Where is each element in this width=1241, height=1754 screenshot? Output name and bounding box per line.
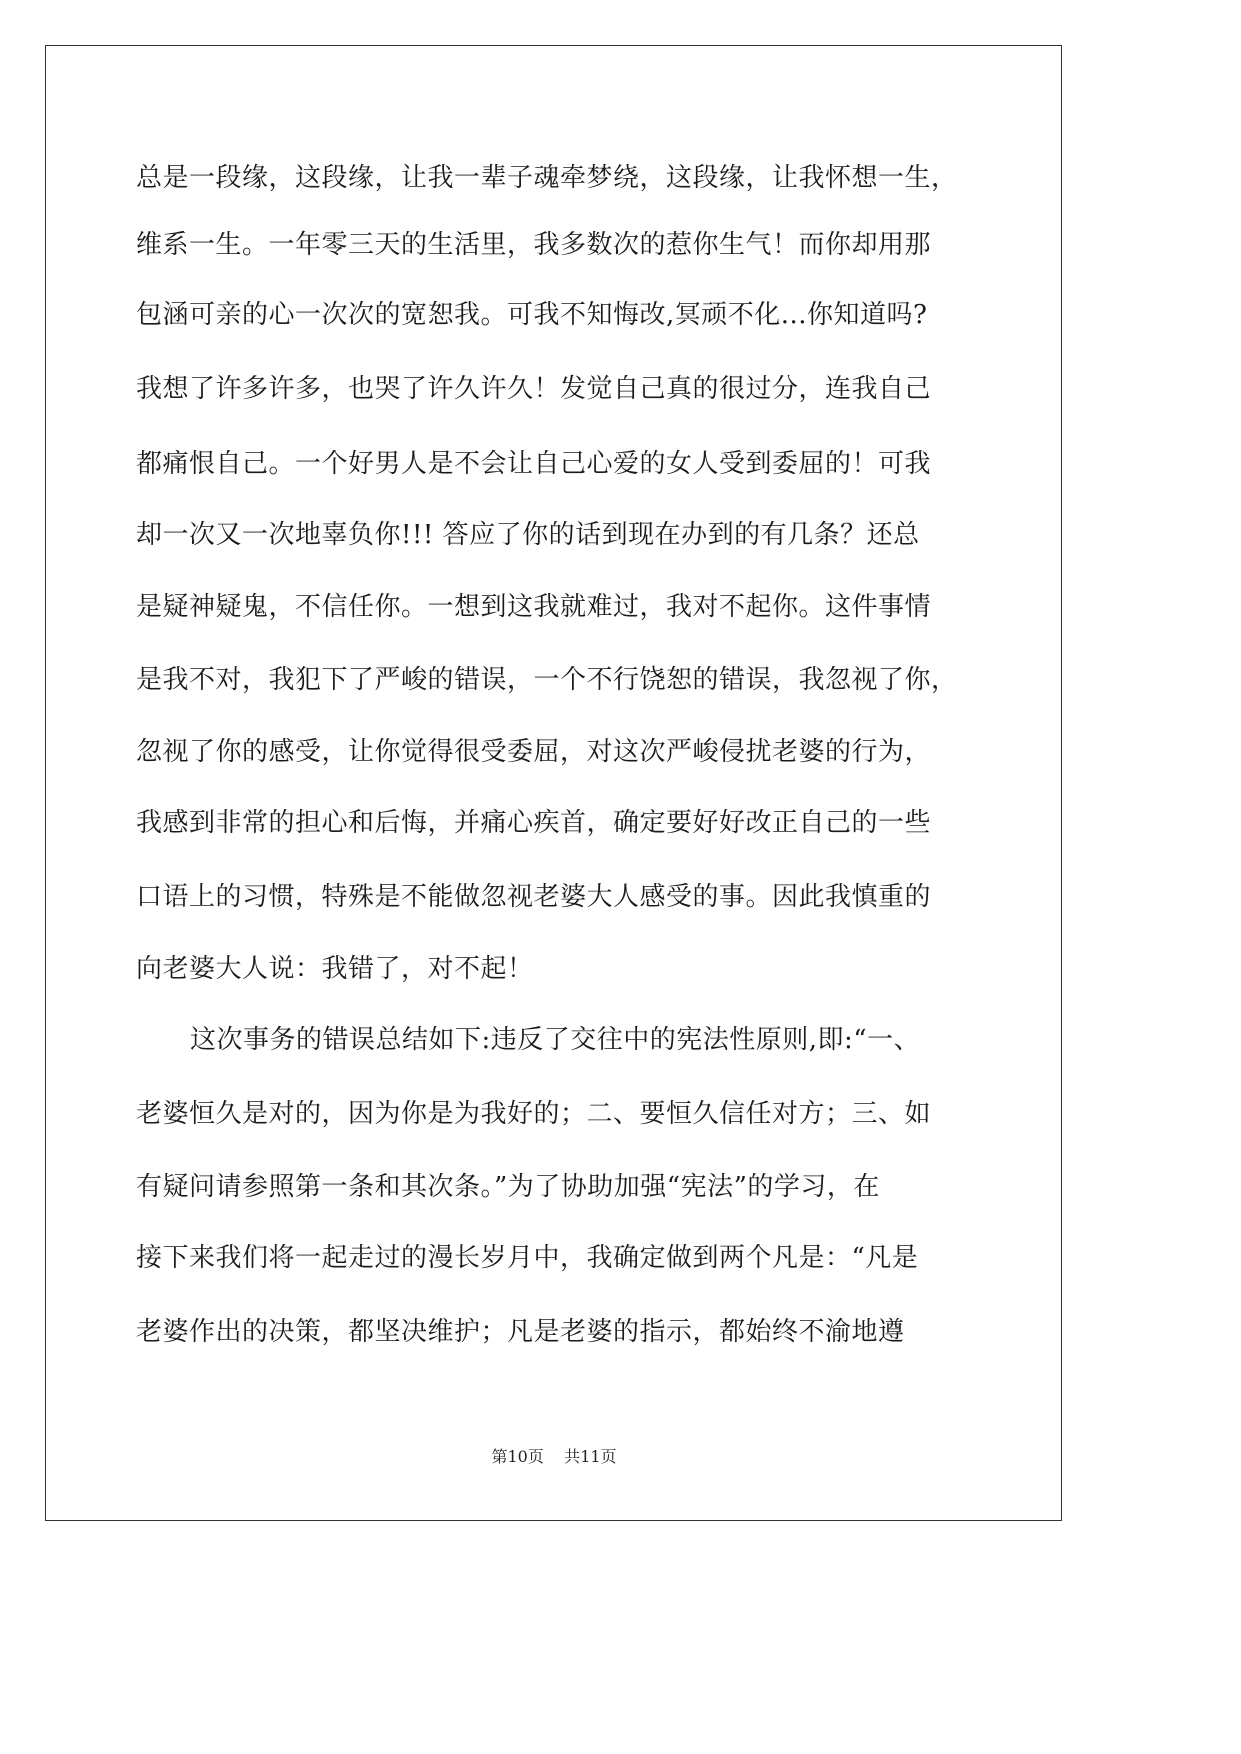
page-border	[45, 45, 1062, 1521]
text-line: 向老婆大人说：我错了，对不起！	[136, 954, 534, 984]
text-line: 都痛恨自己。一个好男人是不会让自己心爱的女人受到委屈的！可我	[136, 449, 932, 479]
paragraph-first-line: 这次事务的错误总结如下:违反了交往中的宪法性原则,即:“一、	[190, 1025, 921, 1055]
text-line: 我感到非常的担心和后悔，并痛心疾首，确定要好好改正自己的一些	[136, 808, 932, 838]
text-line: 总是一段缘，这段缘，让我一辈子魂牵梦绕，这段缘，让我怀想一生，	[136, 163, 958, 193]
current-page-prefix: 第	[491, 1447, 508, 1466]
text-line: 是疑神疑鬼，不信任你。一想到这我就难过，我对不起你。这件事情	[136, 592, 932, 622]
text-line: 是我不对，我犯下了严峻的错误，一个不行饶恕的错误，我忽视了你，	[136, 665, 958, 695]
total-pages-number: 11	[580, 1447, 601, 1466]
text-line: 接下来我们将一起走过的漫长岁月中，我确定做到两个凡是：“凡是	[136, 1243, 919, 1273]
text-line: 我想了许多许多，也哭了许久许久！发觉自己真的很过分，连我自己	[136, 374, 932, 404]
text-line: 口语上的习惯，特殊是不能做忽视老婆大人感受的事。因此我慎重的	[136, 882, 932, 912]
text-line: 老婆恒久是对的，因为你是为我好的；二、要恒久信任对方；三、如	[136, 1099, 932, 1129]
page-footer	[0, 1444, 1108, 1467]
text-line: 维系一生。一年零三天的生活里，我多数次的惹你生气！而你却用那	[136, 230, 932, 260]
text-line: 老婆作出的决策，都坚决维护；凡是老婆的指示，都始终不渝地遵	[136, 1317, 905, 1347]
current-page-number: 10	[507, 1447, 528, 1466]
text-line: 忽视了你的感受，让你觉得很受委屈，对这次严峻侵扰老婆的行为，	[136, 737, 932, 767]
total-pages-suffix: 页	[600, 1447, 617, 1466]
text-line: 包涵可亲的心一次次的宽恕我。可我不知悔改,冥顽不化...你知道吗?	[136, 300, 928, 330]
text-line: 有疑问请参照第一条和其次条。”为了协助加强“宪法”的学习，在	[136, 1172, 880, 1202]
current-page-suffix: 页	[527, 1447, 544, 1466]
text-line: 却一次又一次地辜负你!!! 答应了你的话到现在办到的有几条？还总	[136, 520, 920, 550]
total-pages-prefix: 共	[564, 1447, 581, 1466]
